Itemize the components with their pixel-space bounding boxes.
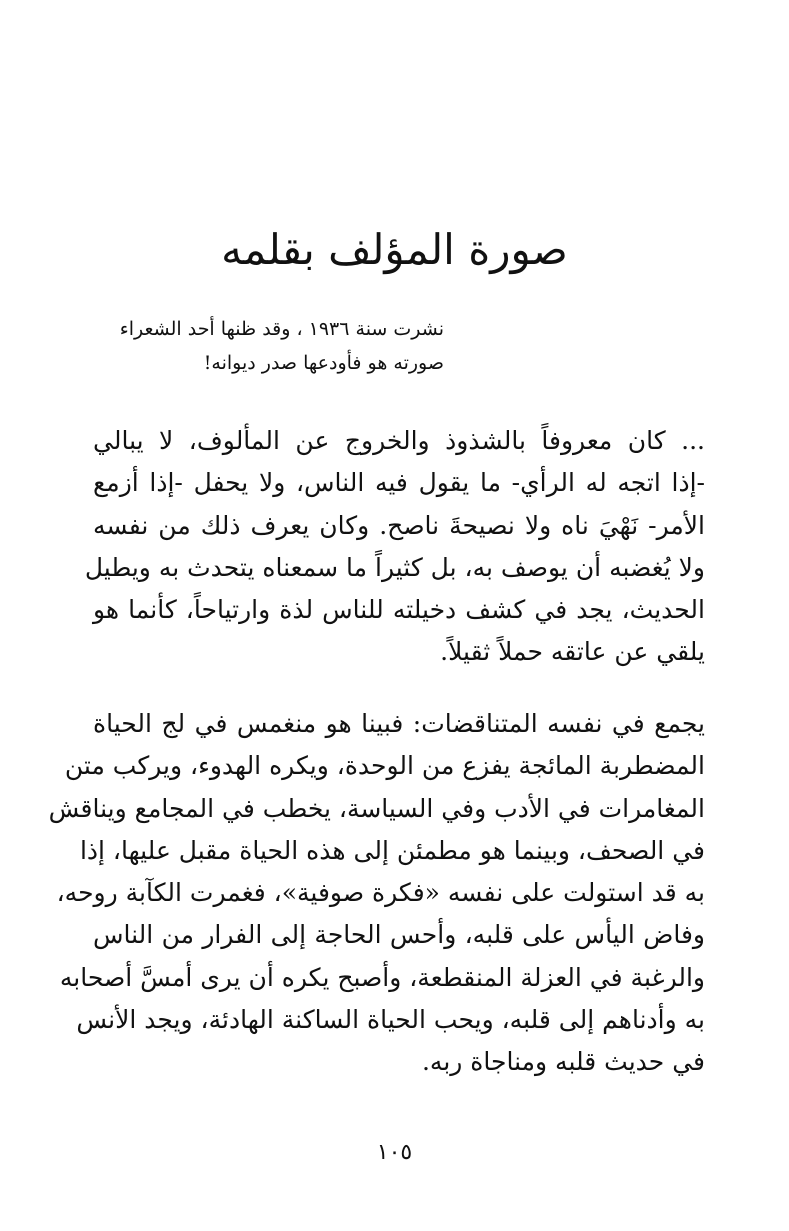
text-line: والرغبة في العزلة المنقطعة، وأصبح يكره أن يرى أمسَّ أصحابه [59,962,705,992]
text-line: ولا يُغضبه أن يوصف به، بل كثيراً ما سمعناه يتحدث به ويطيل [84,552,705,582]
text-line: يلقي عن عاتقه حملاً ثقيلاً. [440,637,705,667]
note-line: نشرت سنة ١٩٣٦ ، وقد ظنها أحد الشعراء [119,318,444,340]
text-line: -إذا اتجه له الرأي- ما يقول فيه الناس، ولا يحفل -إذا أزمع [93,468,705,498]
text-line: ... كان معروفاً بالشذوذ والخروج عن المألوف، لا يبالي [93,426,705,455]
text-line: به وأدناهم إلى قلبه، ويحب الحياة الساكنة الهادئة، ويجد الأنس [76,1005,705,1035]
publication-note [104,312,444,380]
text-line: الأمر- نَهْيَ ناه ولا نصيحةَ ناصح. وكان يعرف ذلك من نفسه [93,510,705,540]
text-line: في الصحف، وبينما هو مطمئن إلى هذه الحياة مقبل عليها، إذا [79,835,705,865]
paragraph-2 [48,703,705,1084]
page-number: ١٠٥ [376,1140,413,1165]
text-line: المغامرات في الأدب وفي السياسة، يخطب في المجامع ويناقش [48,793,705,823]
text-line: يجمع في نفسه المتناقضات: فبينا هو منغمس في لج الحياة [93,709,705,738]
text-line: وفاض اليأس على قلبه، وأحس الحاجة إلى الفرار من الناس [93,920,705,950]
text-line: المضطربة المائجة يفزع من الوحدة، ويكره الهدوء، ويركب متن [64,751,705,781]
page-title: صورة المؤلف بقلمه [221,225,568,274]
text-line: به قد استولت على نفسه «فكرة صوفية»، فغمرت الكآبة روحه، [56,878,705,908]
paragraph-1 [84,420,705,674]
text-line: في حديث قلبه ومناجاة ربه. [421,1047,705,1077]
text-line: الحديث، يجد في كشف دخيلته للناس لذة وارتياحاً، كأنما هو [93,595,705,625]
note-line: صورته هو فأودعها صدر ديوانه! [203,352,444,374]
